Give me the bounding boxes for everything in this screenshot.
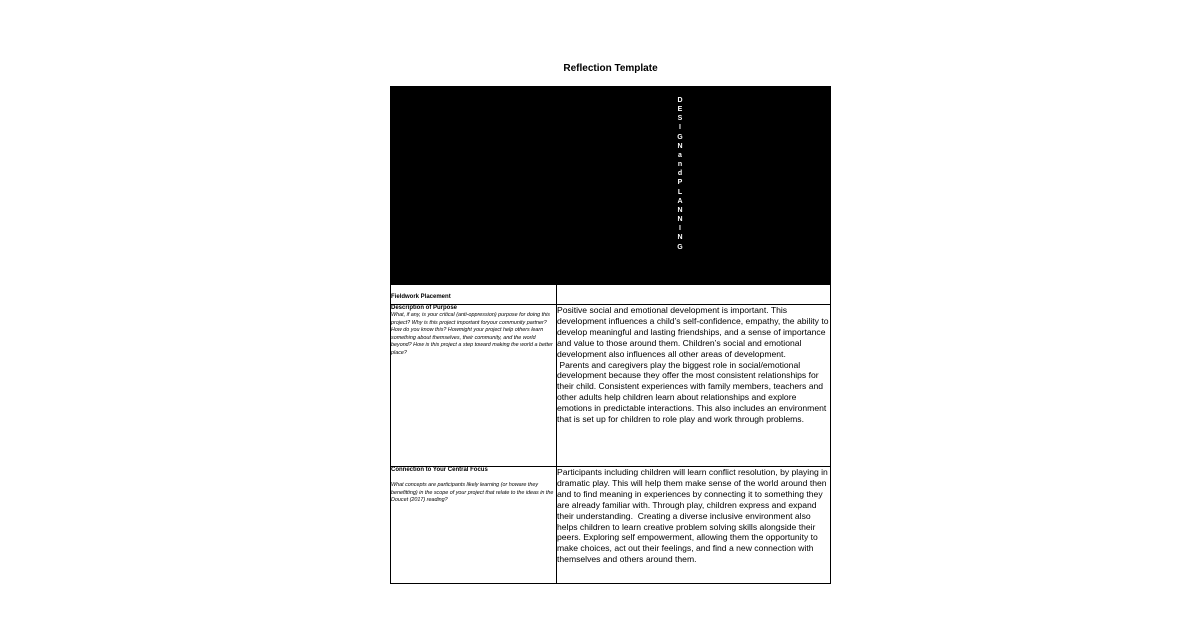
fieldwork-row bbox=[391, 285, 831, 305]
fieldwork-value-cell bbox=[557, 285, 831, 305]
banner-letter: N bbox=[677, 216, 683, 224]
banner-letter: n bbox=[677, 161, 683, 169]
purpose-label: Description of Purpose bbox=[391, 305, 458, 311]
purpose-label-cell bbox=[391, 305, 557, 467]
banner-letter: G bbox=[677, 133, 683, 141]
connection-row bbox=[391, 467, 831, 584]
banner-letter: S bbox=[677, 115, 683, 123]
banner-letter: D bbox=[677, 97, 683, 104]
design-planning-banner bbox=[391, 87, 831, 285]
banner-row bbox=[391, 87, 831, 285]
banner-letter: N bbox=[677, 234, 683, 242]
banner-letter: A bbox=[677, 197, 683, 205]
banner-letter: I bbox=[679, 124, 681, 132]
banner-letter: N bbox=[677, 206, 683, 214]
connection-label-cell bbox=[391, 467, 557, 584]
fieldwork-label-cell bbox=[391, 285, 557, 305]
connection-label: Connection to Your Central Focus bbox=[391, 467, 488, 473]
banner-letter: P bbox=[677, 179, 683, 187]
reflection-table bbox=[390, 86, 831, 584]
banner-letter: N bbox=[677, 142, 683, 150]
vertical-banner-text bbox=[675, 96, 685, 252]
fieldwork-label: Fieldwork Placement bbox=[391, 294, 451, 300]
purpose-answer-paragraph-2: Parents and caregivers play the biggest role in social/emotional development because they offer the most consistent relationships for their child. Consistent experiences with family members, teachers and other adults help children learn about relationships and explore emotions in predictable interactions. This also includes an environment that is set up for children to role play and work through problems. bbox=[557, 359, 829, 425]
document-title: Reflection Template bbox=[563, 63, 658, 74]
purpose-answer-cell bbox=[557, 305, 831, 467]
banner-letter: E bbox=[677, 106, 683, 114]
banner-letter: G bbox=[677, 243, 683, 251]
connection-prompt: What concepts are participants likely learning (or howare they benefitting) in the scope of your project that relate to the ideas in the Doucet (2017) reading? bbox=[391, 482, 554, 504]
purpose-row bbox=[391, 305, 831, 467]
banner-letter: I bbox=[679, 225, 681, 233]
banner-letter: a bbox=[678, 151, 682, 159]
banner-letter: d bbox=[677, 170, 683, 178]
connection-answer: Participants including children will learn conflict resolution, by playing in dramatic play. This will help them make sense of the world around then and to find meaning in experiences by connecting it to something they are already familiar with. Through play, children express and expand their understanding. Creating a diverse inclusive environment also helps children to learn creative problem solving skills alongside their peers. Exploring self empowerment, allowing them the opportunity to make choices, act out their feelings, and find a new connection with themselves and others around them. bbox=[557, 467, 831, 584]
purpose-prompt: What, if any, is your critical (anti-oppression) purpose for doing this project? Why is this project important foryour community partner? How do you know this? Howmight your project help others learn something about themselves, their community, and the world beyond? How is this project a step toward making the world a better place? bbox=[391, 312, 553, 356]
purpose-answer-paragraph-1: Positive social and emotional development is important. This development influences a child’s self-confidence, empathy, the ability to develop meaningful and lasting friendships, and a sense of importance and value to those around them. Children’s social and emotional development also influences all other areas of development. bbox=[557, 305, 829, 359]
banner-letter: L bbox=[677, 188, 683, 196]
